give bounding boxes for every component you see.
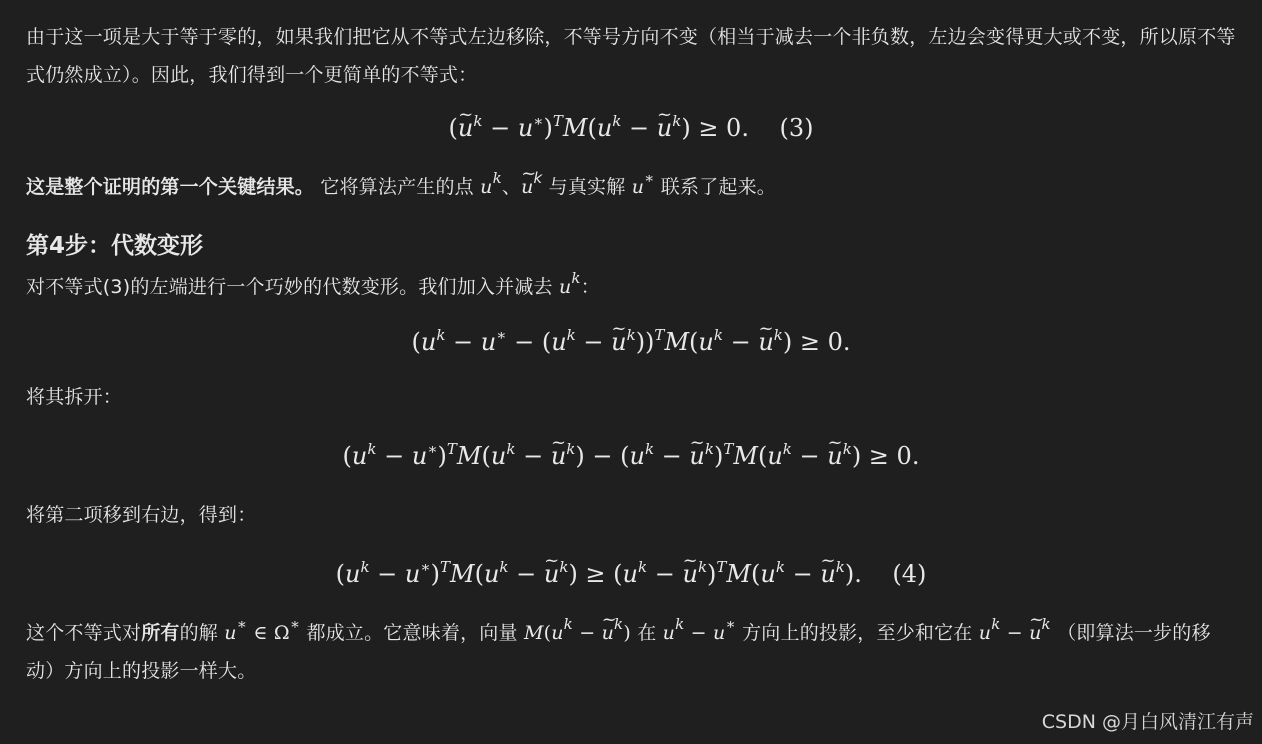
csdn-watermark: CSDN @月白风清江有声: [1041, 711, 1254, 733]
equation-3: (~ $u^k - u^∗)^TM(u^k$ − ~ $u^k) \ge 0$. (3): [26, 108, 1236, 148]
math-u-star: u∗: [631, 169, 655, 198]
equation-split: $(u^k - u^∗)^TM(u^k$ − ~ $u^k) - (u^k$ − ~ $u^k)^TM(u^k$ − ~ $u^k) \ge 0$.: [26, 436, 1236, 476]
article-body: [26, 18, 1236, 690]
paragraph-3: [26, 268, 1236, 306]
paragraph-6-text-e: 方向上的投影，至少和它在: [742, 622, 973, 644]
paragraph-4: 将其拆开：: [26, 386, 123, 408]
math-u-k-inline: $u^k$: [558, 269, 581, 298]
paragraph-6-text-a: 这个不等式对: [26, 622, 142, 644]
math-u-tilde-k: ~ u: [521, 168, 533, 206]
math-direction-2: $u^k$ − ~ $u^k$: [979, 622, 1051, 644]
paragraph-3-text: 对不等式(3)的左端进行一个巧妙的代数变形。我们加入并减去: [26, 276, 553, 298]
math-u-star-in-omega: u∗ ∈ Ω∗: [224, 615, 301, 644]
paragraph-1: 由于这一项是大于等于零的，如果我们把它从不等式左边移除，不等号方向不变（相当于减去一个非负数，左边会变得更大或不变，所以原不等式仍然成立）。因此，我们得到一个更简单的不等式：: [26, 26, 1236, 86]
equation-4: $(u^k - u^∗)^TM(u^k$ − ~ $u^k) \ge (u^k$ − ~ $u^k)^TM(u^k$ − ~ $u^k$). (4): [26, 554, 1236, 594]
math-direction-1: $u^k - u^∗$: [662, 615, 736, 644]
paragraph-6-text-c: 都成立。它意味着，向量: [306, 622, 518, 644]
paragraph-6-text-b: 的解: [179, 622, 219, 644]
paragraph-5: 将第二项移到右边，得到：: [26, 504, 257, 526]
equation-3-tag: (3): [779, 114, 814, 142]
equation-4-tag: (4): [892, 560, 927, 588]
paragraph-2-text-d: 联系了起来。: [660, 176, 776, 198]
paragraph-2: 这是整个证明的第一个关键结果。 它将算法产生的点 $u^k$、~ $u^k$ 与真实解 u∗ 联系了起来。: [26, 168, 1236, 206]
section-heading-step4: 第4步：代数变形: [26, 233, 204, 259]
paragraph-2-text-a: 它将算法产生的点: [320, 176, 474, 198]
paragraph-6-text-d: 在: [637, 622, 657, 644]
paragraph-6: [26, 614, 1236, 690]
paragraph-6-bold: 所有: [141, 622, 180, 644]
math-u-k: $u^k$: [480, 169, 502, 198]
paragraph-6-text-f: （即算法一步的移动）方向上的投影一样大。: [26, 622, 1211, 682]
equation-expanded: ($u^k - u^∗ - (u^k$ − ~ $u^k))^TM(u^k$ − ~ $u^k) \ge 0$.: [26, 322, 1236, 362]
paragraph-3-colon: ：: [580, 276, 600, 298]
key-result-bold: 这是整个证明的第一个关键结果。: [26, 176, 315, 198]
math-M-vector: $M(u^k$ − ~ $u^k$): [524, 622, 631, 644]
paragraph-2-text-c: 与真实解: [548, 176, 626, 198]
paragraph-2-sep: 、: [501, 176, 522, 198]
